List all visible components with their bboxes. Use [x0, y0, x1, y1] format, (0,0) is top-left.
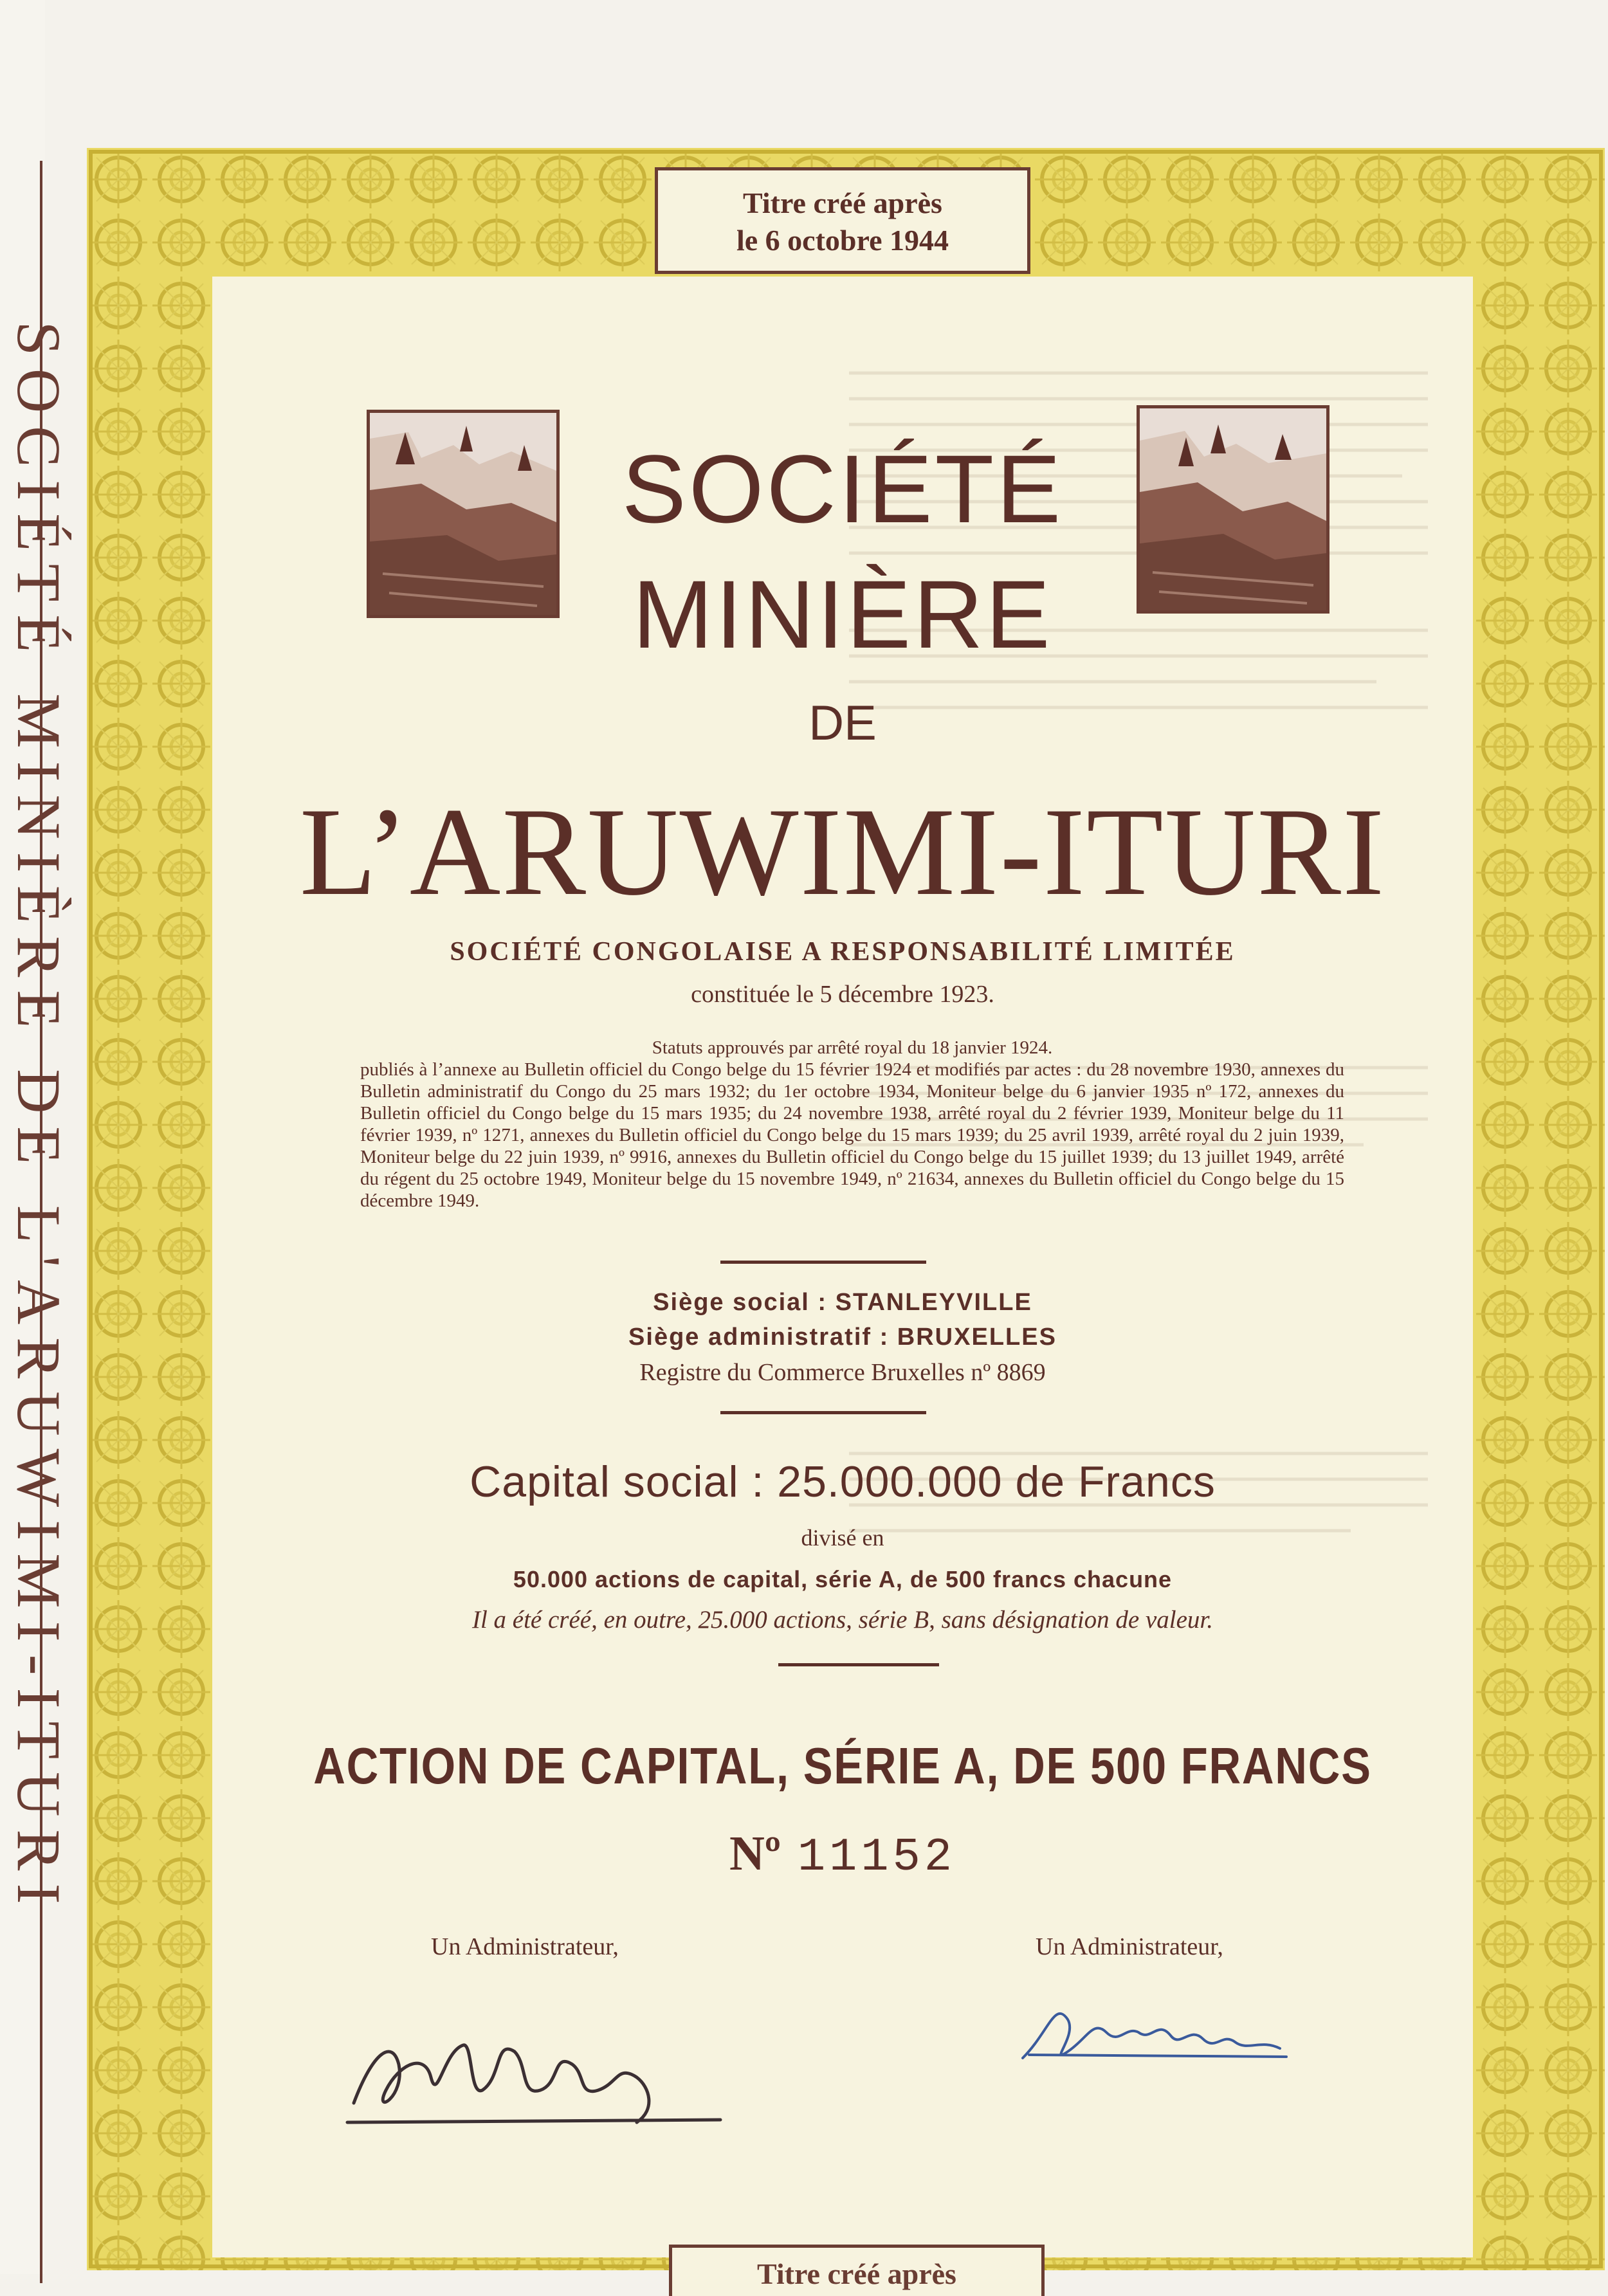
title-line-de: DE [809, 696, 877, 751]
title-line-societe: SOCIÉTÉ [621, 435, 1064, 543]
statuts-approval-line: Statuts approuvés par arrêté royal du 18 janvier 1924. [652, 1037, 1053, 1058]
signature-right [1010, 1981, 1306, 2090]
title-created-box [655, 167, 1030, 274]
title-created-box-bottom: Titre créé après [669, 2245, 1045, 2296]
registre-commerce: Registre du Commerce Bruxelles nº 8869 [639, 1359, 1046, 1386]
constitution-date: constituée le 5 décembre 1923. [691, 981, 994, 1008]
statuts-paragraph [360, 1037, 1344, 1212]
number-label: Nº [729, 1827, 781, 1881]
administrator-left-label: Un Administrateur, [431, 1933, 619, 1960]
title-created-line2: le 6 octobre 1944 [736, 224, 949, 257]
signature-left [334, 2013, 772, 2142]
siege-social: Siège social : STANLEYVILLE [653, 1289, 1032, 1316]
administrator-right-label: Un Administrateur, [1036, 1933, 1223, 1960]
statuts-body: publiés à l’annexe au Bulletin officiel du Congo belge du 15 février 1924 et modifiés par actes : du 28 novembre 1930, annexes du Bulletin administratif du Congo du 25 mars 1932; du 1er octobre 1934, Moniteur belge du 6 janvier 1935 nº 172, annexes du Bulletin officiel du Congo belge du 15 mars 1935; du 24 novembre 1938, arrêté royal du 2 février 1939, Moniteur belge du 11 février 1939, nº 1271, annexes du Bulletin officiel du Congo belge du 15 mars 1939; du 25 avril 1939, arrêté royal du 2 juin 1939, Moniteur belge du 22 juin 1939, nº 9916, annexes du Bulletin officiel du Congo belge du 15 juillet 1939; du 13 juillet 1949, arrêté du régent du 25 octobre 1949, Moniteur belge du 15 novembre 1949, nº 21634, annexes du Bulletin officiel du Congo belge du 15 décembre 1949. [360, 1059, 1344, 1211]
capital-series-b: Il a été créé, en outre, 25.000 actions, série B, sans désignation de valeur. [471, 1606, 1214, 1634]
divider-1 [720, 1261, 926, 1264]
capital-actions: 50.000 actions de capital, série A, de 500 francs chacune [513, 1566, 1173, 1592]
capital-divise: divisé en [801, 1525, 884, 1551]
title-created-line1: Titre créé après [743, 187, 942, 219]
divider-3 [778, 1663, 939, 1666]
siege-administratif: Siège administratif : BRUXELLES [628, 1324, 1057, 1351]
company-name: L’ARUWIMI-ITURI [299, 782, 1386, 922]
title-line-miniere: MINIÈRE [632, 560, 1053, 668]
divider-2 [720, 1411, 926, 1414]
number-value: 11152 [797, 1831, 956, 1884]
stub-vertical-title: SOCIÉTÉ MINIÈRE DE L'ARUWIMI-ITURI [5, 321, 73, 1917]
action-title: ACTION DE CAPITAL, SÉRIE A, DE 500 FRANCS [313, 1737, 1372, 1794]
company-legal-form: SOCIÉTÉ CONGOLAISE A RESPONSABILITÉ LIMITÉE [450, 937, 1236, 967]
capital-social: Capital social : 25.000.000 de Francs [470, 1457, 1216, 1506]
certificate-number [212, 1825, 1473, 1884]
